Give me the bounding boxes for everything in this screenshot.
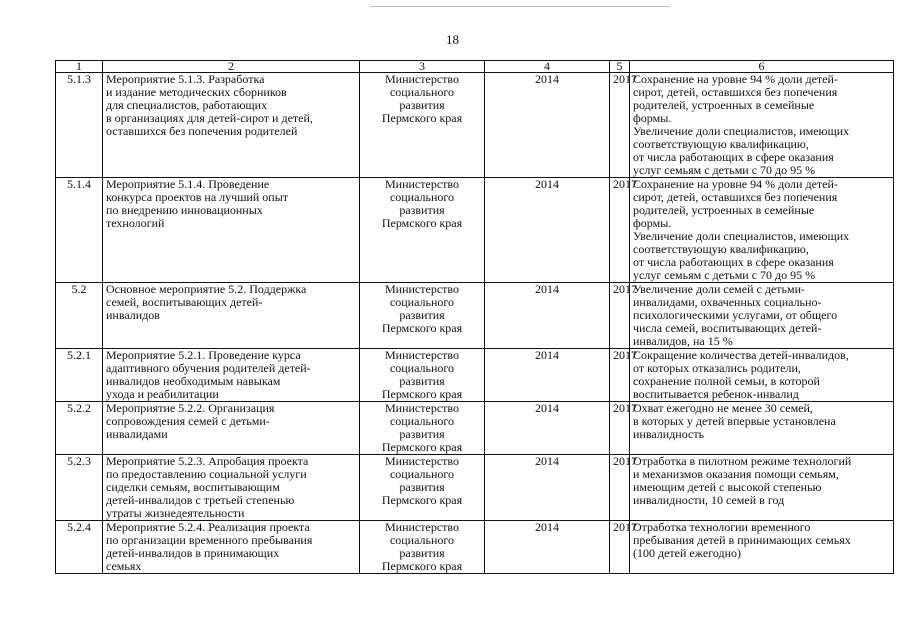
table-row — [56, 178, 894, 283]
expected-result — [630, 178, 894, 283]
executor-line: Министерство — [385, 177, 459, 191]
expected-result-line: родителей, устроенных в семейные — [633, 98, 815, 112]
expected-result-line: Сохранение на уровне 94 % доли детей- — [633, 177, 838, 191]
expected-result-line: от числа работающих в сфере оказания — [633, 150, 834, 164]
expected-result-line: инвалидность — [633, 427, 705, 441]
end-year: 2017 — [610, 402, 630, 455]
expected-result-line: родителей, устроенных в семейные — [633, 203, 815, 217]
start-year: 2014 — [485, 521, 610, 574]
expected-result — [630, 73, 894, 178]
measure-name-line: по внедрению инновационных — [106, 203, 263, 217]
measure-name-line: инвалидов необходимым навыкам — [106, 374, 281, 388]
executor-line: Министерство — [385, 72, 459, 86]
executor — [360, 521, 485, 574]
expected-result-line: услуг семьям с детьми с 70 до 95 % — [633, 163, 816, 177]
expected-result — [630, 349, 894, 402]
expected-result-line: Сохранение на уровне 94 % доли детей- — [633, 72, 838, 86]
measure-name-line: конкурса проектов на лучший опыт — [106, 190, 289, 204]
expected-result — [630, 455, 894, 521]
executor-line: развития — [399, 480, 445, 494]
table-row — [56, 283, 894, 349]
expected-result-line: Сокращение количества детей-инвалидов, — [633, 348, 849, 362]
start-year: 2014 — [485, 455, 610, 521]
table-row — [56, 521, 894, 574]
measure-name-line: семей, воспитывающих детей- — [106, 295, 263, 309]
measure-name-line: по организации временного пребывания — [106, 533, 313, 547]
executor-line: Министерство — [385, 282, 459, 296]
measure-name-line: и издание методических сборников — [106, 85, 287, 99]
start-year: 2014 — [485, 178, 610, 283]
executor-line: развития — [399, 203, 445, 217]
expected-result-line: Увеличение доли специалистов, имеющих — [633, 124, 850, 138]
executor — [360, 455, 485, 521]
measure-name-line: Мероприятие 5.2.2. Организация — [106, 401, 275, 415]
expected-result-line: от которых отказались родители, — [633, 361, 801, 375]
executor-line: Пермского края — [381, 559, 463, 573]
start-year: 2014 — [485, 402, 610, 455]
end-year: 2017 — [610, 178, 630, 283]
measure-name-line: сиделки семьям, воспитывающим — [106, 480, 280, 494]
measure-name-line: детей-инвалидов с третьей степенью — [106, 493, 295, 507]
column-header-2: 2 — [103, 61, 360, 73]
executor-line: Министерство — [385, 348, 459, 362]
expected-result-line: услуг семьям с детьми с 70 до 95 % — [633, 268, 816, 282]
scan-top-line — [370, 6, 670, 7]
column-header-6: 6 — [630, 61, 894, 73]
expected-result — [630, 521, 894, 574]
executor — [360, 283, 485, 349]
executor-line: Пермского края — [381, 321, 463, 335]
measures-table — [55, 60, 894, 574]
measure-name — [103, 178, 360, 283]
measure-name-line: оставшихся без попечения родителей — [106, 124, 298, 138]
column-header-5: 5 — [610, 61, 630, 73]
executor-line: социального — [389, 361, 455, 375]
expected-result-line: имеющим детей с высокой степенью — [633, 480, 822, 494]
expected-result-line: соответствующую квалификацию, — [633, 242, 809, 256]
measure-name-line: инвалидов — [106, 308, 160, 322]
measure-name-line: детей-инвалидов в принимающих — [106, 546, 280, 560]
expected-result-line: соответствующую квалификацию, — [633, 137, 809, 151]
executor-line: социального — [389, 533, 455, 547]
executor-line: развития — [399, 98, 445, 112]
executor-line: Пермского края — [381, 493, 463, 507]
expected-result-line: пребывания детей в принимающих семьях — [633, 533, 851, 547]
measure-name-line: сопровождения семей с детьми- — [106, 414, 270, 428]
row-number: 5.2 — [56, 283, 103, 349]
expected-result-line: психологическими услугами, от общего — [633, 308, 838, 322]
executor-line: Пермского края — [381, 111, 463, 125]
measure-name — [103, 402, 360, 455]
row-number: 5.2.1 — [56, 349, 103, 402]
executor-line: социального — [389, 295, 455, 309]
measure-name-line: Мероприятие 5.2.1. Проведение курса — [106, 348, 301, 362]
executor — [360, 73, 485, 178]
expected-result-line: инвалидов, на 15 % — [633, 334, 733, 348]
executor-line: Пермского края — [381, 440, 463, 454]
executor-line: социального — [389, 467, 455, 481]
end-year: 2017 — [610, 455, 630, 521]
start-year: 2014 — [485, 283, 610, 349]
measure-name-line: Мероприятие 5.1.3. Разработка — [106, 72, 265, 86]
expected-result-line: Увеличение доли специалистов, имеющих — [633, 229, 850, 243]
measure-name-line: ухода и реабилитации — [106, 387, 219, 401]
executor-line: развития — [399, 374, 445, 388]
row-number: 5.2.3 — [56, 455, 103, 521]
expected-result-line: сирот, детей, оставшихся без попечения — [633, 190, 838, 204]
column-header-3: 3 — [360, 61, 485, 73]
executor-line: развития — [399, 427, 445, 441]
executor-line: развития — [399, 308, 445, 322]
expected-result — [630, 283, 894, 349]
executor — [360, 178, 485, 283]
expected-result-line: Отработка в пилотном режиме технологий — [633, 454, 852, 468]
executor-line: Министерство — [385, 454, 459, 468]
executor-line: социального — [389, 190, 455, 204]
start-year: 2014 — [485, 73, 610, 178]
table-row — [56, 402, 894, 455]
expected-result-line: воспитывается ребенок-инвалид — [633, 387, 799, 401]
measure-name-line: семьях — [106, 559, 142, 573]
measure-name-line: Мероприятие 5.1.4. Проведение — [106, 177, 270, 191]
table-row — [56, 455, 894, 521]
executor-line: социального — [389, 414, 455, 428]
measure-name-line: в организациях для детей-сирот и детей, — [106, 111, 313, 125]
expected-result-line: Увеличение доли семей с детьми- — [633, 282, 805, 296]
expected-result-line: в которых у детей впервые установлена — [633, 414, 836, 428]
row-number: 5.2.2 — [56, 402, 103, 455]
page-number: 18 — [446, 32, 459, 47]
expected-result-line: сирот, детей, оставшихся без попечения — [633, 85, 838, 99]
row-number: 5.1.3 — [56, 73, 103, 178]
column-header-4: 4 — [485, 61, 610, 73]
measure-name-line: утраты жизнедеятельности — [106, 506, 245, 520]
expected-result-line: сохранение полной семьи, в которой — [633, 374, 820, 388]
end-year: 2017 — [610, 73, 630, 178]
executor-line: Пермского края — [381, 216, 463, 230]
measure-name — [103, 73, 360, 178]
measure-name-line: инвалидами — [106, 427, 168, 441]
table-row — [56, 349, 894, 402]
expected-result — [630, 402, 894, 455]
measure-name-line: Основное мероприятие 5.2. Поддержка — [106, 282, 307, 296]
row-number: 5.1.4 — [56, 178, 103, 283]
row-number: 5.2.4 — [56, 521, 103, 574]
expected-result-line: и механизмов оказания помощи семьям, — [633, 467, 839, 481]
table-row — [56, 73, 894, 178]
expected-result-line: формы. — [633, 216, 672, 230]
expected-result-line: числа семей, воспитывающих детей- — [633, 321, 822, 335]
expected-result-line: Охват ежегодно не менее 30 семей, — [633, 401, 813, 415]
executor-line: социального — [389, 85, 455, 99]
measure-name-line: Мероприятие 5.2.3. Апробация проекта — [106, 454, 309, 468]
expected-result-line: Отработка технологии временного — [633, 520, 811, 534]
measure-name-line: по предоставлению социальной услуги — [106, 467, 307, 481]
measure-name-line: для специалистов, работающих — [106, 98, 268, 112]
end-year: 2017 — [610, 521, 630, 574]
expected-result-line: от числа работающих в сфере оказания — [633, 255, 834, 269]
measure-name — [103, 455, 360, 521]
end-year: 2017 — [610, 349, 630, 402]
end-year: 2017 — [610, 283, 630, 349]
measure-name — [103, 283, 360, 349]
table-header-row — [56, 61, 894, 73]
executor — [360, 349, 485, 402]
column-header-1: 1 — [56, 61, 103, 73]
expected-result-line: формы. — [633, 111, 672, 125]
executor-line: развития — [399, 546, 445, 560]
measure-name-line: технологий — [106, 216, 165, 230]
measure-name — [103, 521, 360, 574]
executor-line: Министерство — [385, 401, 459, 415]
executor-line: Пермского края — [381, 387, 463, 401]
executor — [360, 402, 485, 455]
expected-result-line: (100 детей ежегодно) — [633, 546, 742, 560]
expected-result-line: инвалидности, 10 семей в год — [633, 493, 785, 507]
measure-name — [103, 349, 360, 402]
start-year: 2014 — [485, 349, 610, 402]
measure-name-line: адаптивного обучения родителей детей- — [106, 361, 311, 375]
measure-name-line: Мероприятие 5.2.4. Реализация проекта — [106, 520, 310, 534]
executor-line: Министерство — [385, 520, 459, 534]
expected-result-line: инвалидами, охваченных социально- — [633, 295, 822, 309]
